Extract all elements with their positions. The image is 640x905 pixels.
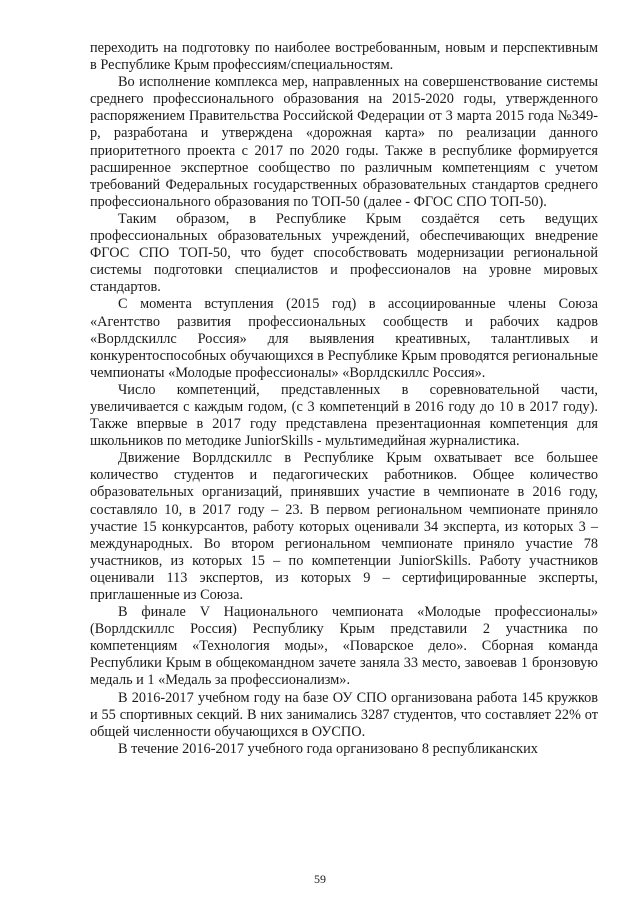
paragraph-clubs: В 2016-2017 учебном году на базе ОУ СПО организована работа 145 кружков и 55 спортивных секций. В них занимались 3287 студентов, что составляет 22% от общей численности обучающихся в ОУСПО. <box>90 689 598 740</box>
paragraph-competencies: Число компетенций, представленных в соревновательной части, увеличивается с каждым годом, (с 3 компетенций в 2016 году до 10 в 2017 году). Также впервые в 2017 году представлена презентационная компетенция для школьников по методике JuniorSkills - мультимедийная журналистика. <box>90 381 598 450</box>
page-number: 59 <box>314 872 326 886</box>
paragraph-national-final: В финале V Национального чемпионата «Молодые профессионалы» (Ворлдскиллс Россия) Республику Крым представили 2 участника по компетенциям «Технология моды», «Поварское дело». Сборная команда Республики Крым в общекомандном зачете заняла 33 место, завоевав 1 бронзовую медаль и 1 «Медаль за профессионализм». <box>90 604 598 689</box>
paragraph-worldskills-membership: С момента вступления (2015 год) в ассоциированные члены Союза «Агентство развития профессиональных сообществ и рабочих кадров «Ворлдскиллс Россия» для выявления креативных, талантливых и конкурентоспособных обучающихся в Республике Крым проводятся региональные чемпионаты «Молодые профессионалы» «Ворлдскиллс Россия». <box>90 296 598 381</box>
paragraph-continuation: переходить на подготовку по наиболее востребованным, новым и перспективным в Республике Крым профессиям/специальностям. <box>90 40 598 74</box>
paragraph-movement: Движение Ворлдскиллс в Республике Крым охватывает все большее количество студентов и педагогических работников. Общее количество образовательных организаций, принявших участие в чемпионате в 2016 году, составляло 10, в 2017 году – 23. В первом региональном чемпионате приняло участие 15 конкурсантов, работу которых оценивали 34 эксперта, из которых 3 – международных. Во втором региональном чемпионате приняло участие 78 участников, из которых 15 – по компетенции JuniorSkills. Работу участников оценивали 113 экспертов, из которых 9 – сертифицированные эксперты, приглашенные из Союза. <box>90 450 598 603</box>
body-text <box>90 40 598 758</box>
paragraph-roadmap: Во исполнение комплекса мер, направленных на совершенствование системы среднего профессионального образования на 2015-2020 годы, утвержденного распоряжением Правительства Российской Федерации от 3 марта 2015 года №349-р, разработана и утверждена «дорожная карта» по реализации данного приоритетного проекта с 2017 по 2020 годы. Также в республике формируется расширенное экспертное сообщество по различным компетенциям с учетом требований Федеральных государственных образовательных стандартов среднего профессионального образования по ТОП-50 (далее - ФГОС СПО ТОП-50). <box>90 74 598 210</box>
paragraph-events: В течение 2016-2017 учебного года организовано 8 республиканских <box>118 740 538 757</box>
paragraph-network: Таким образом, в Республике Крым создаётся сеть ведущих профессиональных образовательных учреждений, обеспечивающих внедрение ФГОС СПО ТОП-50, что будет способствовать модернизации региональной системы подготовки специалистов и профессионалов на уровне мировых стандартов. <box>90 210 598 296</box>
